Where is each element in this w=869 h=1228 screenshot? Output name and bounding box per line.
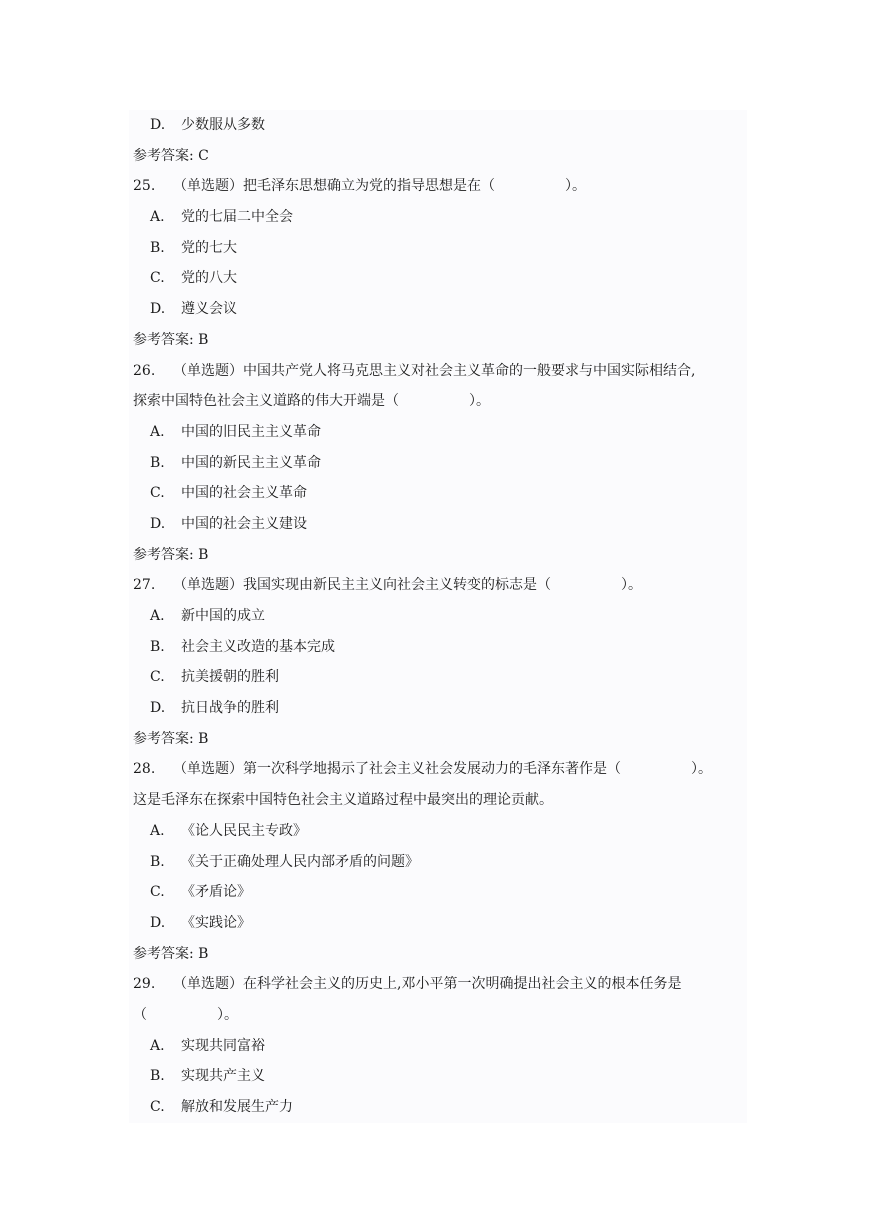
question-28-answer: 参考答案: B bbox=[133, 945, 209, 962]
question-27-answer: 参考答案: B bbox=[133, 730, 209, 747]
question-26-option-a bbox=[133, 417, 743, 448]
question-number: 25. bbox=[133, 178, 156, 195]
question-27-option-a bbox=[133, 601, 743, 632]
option-letter: B. bbox=[150, 1068, 165, 1085]
option-letter: B. bbox=[150, 239, 165, 256]
question-28-stem bbox=[133, 754, 743, 785]
question-number: 29. bbox=[133, 976, 156, 993]
question-26-option-c bbox=[133, 478, 743, 509]
option-letter: B. bbox=[150, 454, 165, 471]
option-text: 实现共产主义 bbox=[181, 1068, 265, 1085]
option-letter: D. bbox=[150, 515, 166, 532]
document-page bbox=[129, 110, 747, 1123]
option-text: 党的七大 bbox=[181, 239, 237, 256]
option-text: 社会主义改造的基本完成 bbox=[181, 638, 335, 655]
option-letter: A. bbox=[150, 209, 165, 226]
option-letter: C. bbox=[150, 884, 165, 901]
option-letter: D. bbox=[150, 301, 166, 318]
question-29-stem bbox=[133, 969, 743, 1000]
option-text: 《实践论》 bbox=[181, 914, 251, 931]
option-letter: B. bbox=[150, 853, 165, 870]
question-25-option-c bbox=[133, 263, 743, 294]
question-26-stem-cont: 探索中国特色社会主义道路的伟大开端是（ ）。 bbox=[133, 393, 490, 410]
option-text: 中国的社会主义革命 bbox=[181, 485, 307, 502]
option-letter: A. bbox=[150, 423, 165, 440]
question-stem-line: （单选题）中国共产党人将马克思主义对社会主义革命的一般要求与中国实际相结合, bbox=[173, 362, 696, 379]
question-26-option-d bbox=[133, 509, 743, 540]
option-text: 《矛盾论》 bbox=[181, 884, 251, 901]
question-25-stem bbox=[133, 171, 743, 202]
question-26-stem bbox=[133, 356, 743, 387]
question-number: 28. bbox=[133, 761, 156, 778]
question-25-option-d bbox=[133, 294, 743, 325]
question-stem-line: （单选题）把毛泽东思想确立为党的指导思想是在（ ）。 bbox=[173, 178, 586, 195]
question-28-option-a bbox=[133, 816, 743, 847]
option-letter: C. bbox=[150, 669, 165, 686]
prev-option-d bbox=[133, 110, 743, 141]
question-27-stem bbox=[133, 570, 743, 601]
option-letter: C. bbox=[150, 1099, 165, 1115]
option-letter: A. bbox=[150, 608, 165, 624]
option-letter: D. bbox=[150, 117, 166, 133]
option-text: 新中国的成立 bbox=[181, 608, 265, 624]
option-text: 遵义会议 bbox=[181, 301, 237, 318]
question-29-option-c bbox=[133, 1092, 743, 1123]
question-25-answer: 参考答案: B bbox=[133, 331, 209, 348]
option-letter: D. bbox=[150, 700, 166, 717]
question-29-stem-cont: （ ）。 bbox=[133, 1006, 238, 1023]
option-text: 解放和发展生产力 bbox=[181, 1099, 293, 1115]
option-text: 《关于正确处理人民内部矛盾的问题》 bbox=[181, 853, 419, 870]
option-text: 党的七届二中全会 bbox=[181, 209, 293, 226]
option-text: 中国的旧民主主义革命 bbox=[181, 423, 321, 440]
option-text: 抗美援朝的胜利 bbox=[181, 669, 279, 686]
option-text: 实现共同富裕 bbox=[181, 1037, 265, 1054]
question-28-option-b bbox=[133, 847, 743, 878]
question-number: 26. bbox=[133, 362, 156, 379]
option-text: 中国的新民主主义革命 bbox=[181, 454, 321, 471]
option-letter: C. bbox=[150, 485, 165, 502]
prev-answer: 参考答案: C bbox=[133, 147, 209, 164]
option-text: 《论人民民主专政》 bbox=[181, 822, 307, 839]
option-letter: D. bbox=[150, 914, 166, 931]
question-29-option-a bbox=[133, 1031, 743, 1062]
option-text: 党的八大 bbox=[181, 270, 237, 287]
question-25-option-a bbox=[133, 202, 743, 233]
question-26-answer: 参考答案: B bbox=[133, 546, 209, 563]
question-27-option-c bbox=[133, 662, 743, 693]
question-stem-line: （单选题）我国实现由新民主主义向社会主义转变的标志是（ ）。 bbox=[173, 577, 642, 594]
option-letter: A. bbox=[150, 1037, 165, 1054]
question-stem-line: （单选题）第一次科学地揭示了社会主义社会发展动力的毛泽东著作是（ ）。 bbox=[173, 761, 712, 778]
question-28-stem-cont: 这是毛泽东在探索中国特色社会主义道路过程中最突出的理论贡献。 bbox=[133, 792, 553, 809]
option-text: 抗日战争的胜利 bbox=[181, 700, 279, 717]
option-letter: B. bbox=[150, 638, 165, 655]
question-28-option-d bbox=[133, 908, 743, 939]
question-27-option-b bbox=[133, 632, 743, 663]
question-number: 27. bbox=[133, 577, 156, 594]
question-stem-line: （单选题）在科学社会主义的历史上,邓小平第一次明确提出社会主义的根本任务是 bbox=[173, 976, 682, 993]
question-28-option-c bbox=[133, 877, 743, 908]
question-29-option-b bbox=[133, 1061, 743, 1092]
option-text: 少数服从多数 bbox=[181, 117, 265, 133]
option-text: 中国的社会主义建设 bbox=[181, 515, 307, 532]
question-25-option-b bbox=[133, 233, 743, 264]
question-26-option-b bbox=[133, 448, 743, 479]
option-letter: C. bbox=[150, 270, 165, 287]
option-letter: A. bbox=[150, 822, 165, 839]
question-27-option-d bbox=[133, 693, 743, 724]
